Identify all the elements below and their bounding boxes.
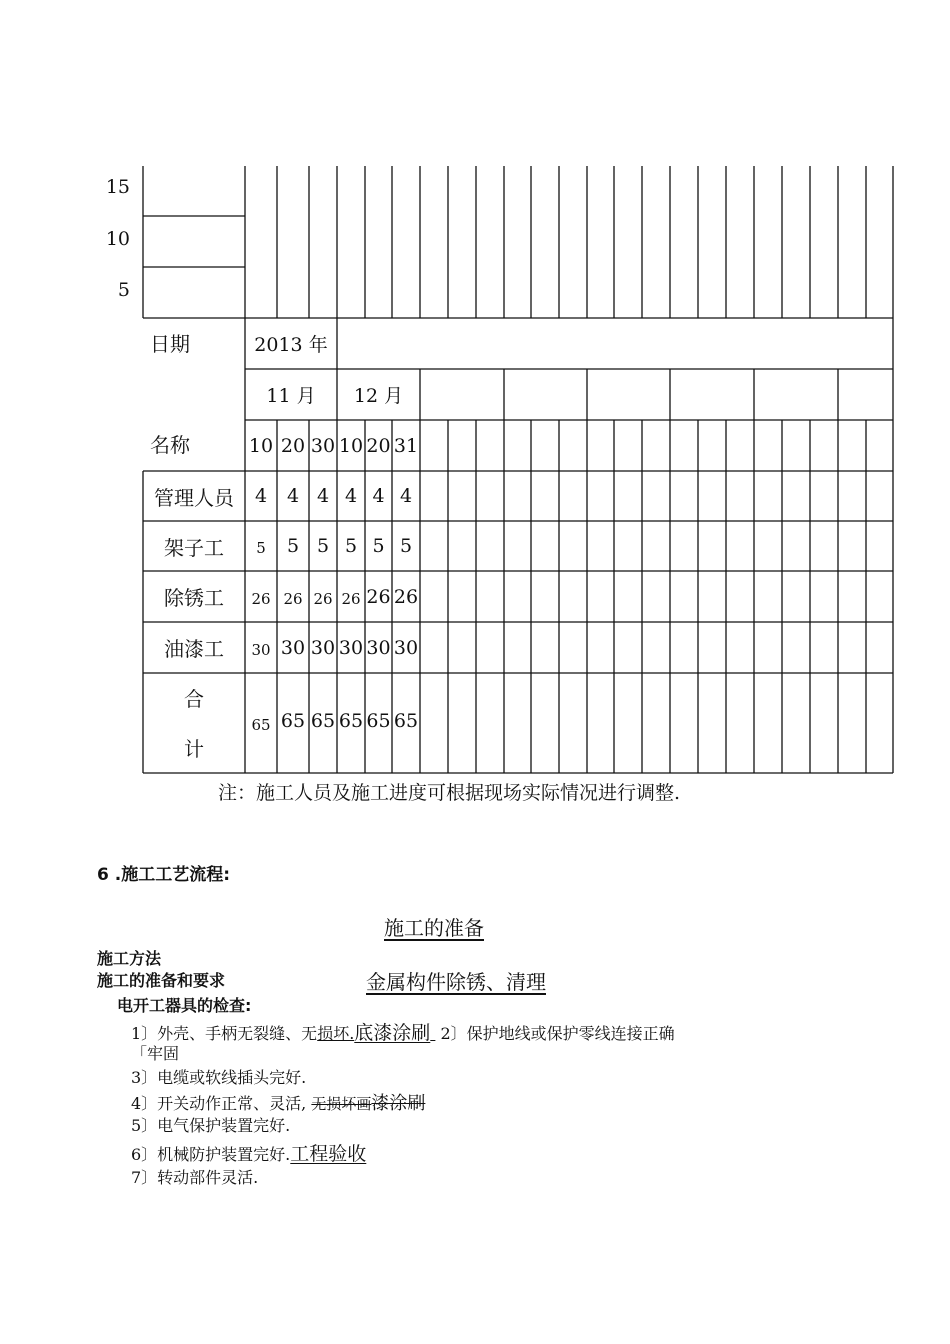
table-cell: 65	[251, 716, 271, 734]
check-item-2-continued: 「牢固	[131, 1044, 180, 1063]
y-label-15: 15	[105, 176, 130, 198]
flow-step-struck-a: 无损坏画	[311, 1095, 372, 1113]
table-cell: 4	[286, 485, 300, 507]
table-cell: 4	[254, 485, 268, 507]
row-label-derusters: 除锈工	[164, 586, 224, 610]
day-header: 30	[310, 434, 336, 457]
table-cell: 4	[372, 485, 385, 507]
table-cell: 4	[344, 485, 358, 507]
day-header: 20	[280, 434, 306, 457]
table-cell: 26	[366, 585, 391, 608]
check-item-4	[131, 1089, 425, 1115]
flow-step-accept: 工程验收	[290, 1143, 367, 1165]
check-item-1-text: 1〕外壳、手柄无裂缝、无	[131, 1024, 318, 1043]
table-cell: 65	[393, 710, 419, 732]
day-header: 10	[248, 434, 274, 457]
check-item-6	[131, 1139, 366, 1166]
y-label-10: 10	[105, 228, 130, 250]
table-cell: 30	[310, 636, 336, 659]
flow-step-derust: 金属构件除锈、清理	[366, 970, 546, 994]
row-label-managers: 管理人员	[154, 485, 234, 510]
table-cell: 65	[366, 710, 391, 732]
table-cell: 5	[316, 535, 330, 557]
table-cell: 65	[310, 710, 336, 732]
check-item-1	[131, 1018, 675, 1045]
year-label: 2013 年	[254, 334, 328, 356]
check-item-4-text: 4〕开关动作正常、灵活,	[131, 1094, 307, 1113]
table-cell: 4	[399, 485, 413, 507]
table-cell: 30	[251, 640, 271, 659]
table-cell: 5	[399, 535, 413, 557]
table-cell: 65	[338, 710, 364, 732]
check-item-2-text: 2〕保护地线或保护零线连接正确	[440, 1024, 675, 1043]
section-heading: 6 .施工工艺流程:	[97, 865, 231, 885]
table-cell: 26	[251, 589, 271, 608]
table-cell: 30	[366, 636, 391, 659]
check-item-5: 5〕电气保护装置完好.	[131, 1116, 291, 1135]
flow-step-prepare: 施工的准备	[384, 916, 484, 940]
table-note: 注：施工人员及施工进度可根据现场实际情况进行调整.	[218, 782, 681, 804]
name-label: 名称	[150, 433, 190, 457]
row-label-total-1: 合	[184, 686, 204, 711]
table-cell: 26	[283, 589, 303, 608]
table-cell: 5	[372, 535, 385, 557]
flow-step-primer: 底漆涂刷	[354, 1022, 431, 1044]
month-label-11: 11 月	[266, 385, 316, 407]
table-cell: 5	[344, 535, 358, 557]
date-label: 日期	[150, 332, 190, 356]
row-label-total-2: 计	[184, 736, 204, 761]
row-label-scaffolders: 架子工	[164, 535, 224, 560]
table-cell: 30	[280, 636, 306, 659]
y-label-5: 5	[117, 279, 130, 301]
check-item-1-text-b: 损坏.	[317, 1024, 355, 1043]
day-header: 20	[366, 434, 391, 457]
check-item-3: 3〕电缆或软线插头完好.	[131, 1068, 307, 1087]
tools-check-label: 电开工器具的检查:	[117, 996, 252, 1015]
day-header: 31	[393, 434, 419, 457]
table-cell: 5	[256, 539, 266, 557]
table-cell: 26	[341, 589, 361, 608]
table-cell: 26	[313, 589, 333, 608]
row-label-painters: 油漆工	[164, 637, 224, 661]
check-item-6-text: 6〕机械防护装置完好.	[131, 1145, 291, 1164]
prepare-requirements-label: 施工的准备和要求	[97, 971, 226, 990]
table-cell: 5	[286, 535, 300, 557]
table-cell: 4	[316, 485, 330, 507]
table-cell: 30	[393, 636, 419, 659]
month-label-12: 12 月	[353, 385, 404, 407]
check-item-7: 7〕转动部件灵活.	[131, 1168, 259, 1187]
method-label: 施工方法	[97, 949, 162, 968]
flow-step-struck-b: 漆涂刷	[371, 1093, 426, 1114]
table-cell: 26	[393, 585, 419, 608]
day-header: 10	[338, 434, 364, 457]
table-cell: 30	[338, 636, 364, 659]
table-cell: 65	[280, 710, 306, 732]
